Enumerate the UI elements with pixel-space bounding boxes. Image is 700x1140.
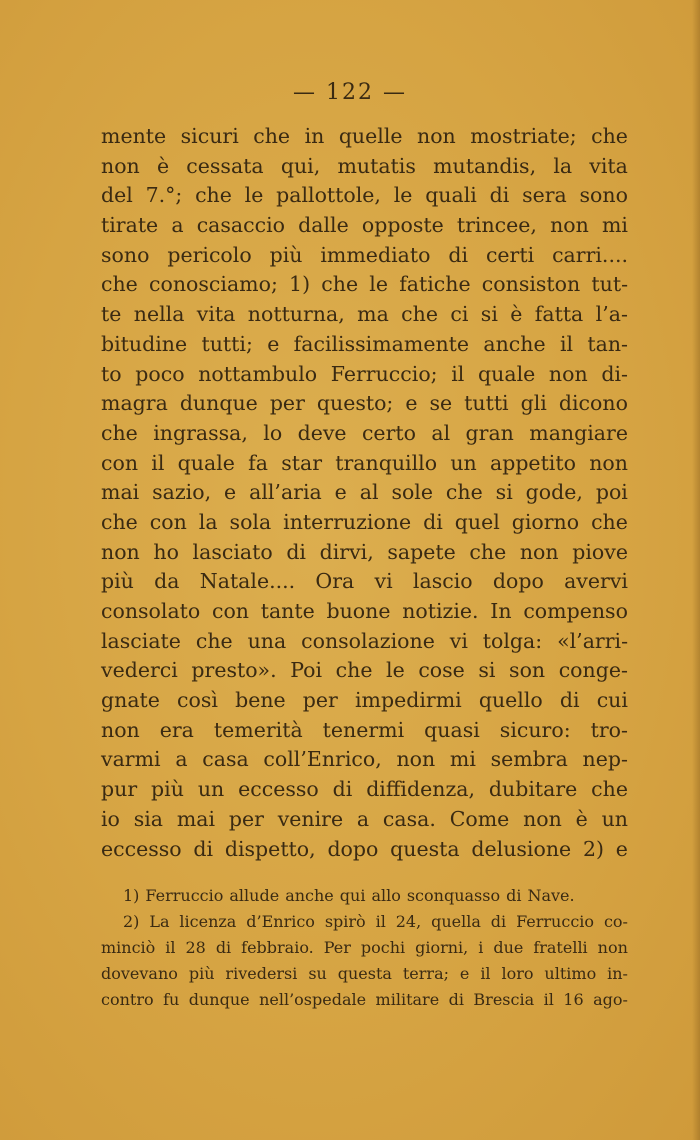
body-line xyxy=(101,656,628,686)
word: loro xyxy=(501,964,534,983)
word: mangiare xyxy=(529,420,628,445)
word: sole xyxy=(391,480,433,505)
word: e xyxy=(459,964,470,983)
word: per xyxy=(302,688,338,713)
word: nottambulo xyxy=(198,361,318,386)
word: vita xyxy=(589,153,628,178)
word: temerità xyxy=(213,717,303,742)
word: con xyxy=(211,599,249,623)
word: e xyxy=(615,836,628,861)
word: con xyxy=(101,450,139,475)
word: e xyxy=(224,480,237,505)
word: Come xyxy=(449,806,510,831)
word: dalle xyxy=(298,213,349,238)
word: te xyxy=(101,302,122,327)
word: conge- xyxy=(558,658,628,683)
word: lascio xyxy=(412,569,473,594)
word: certi xyxy=(485,242,535,267)
body-text xyxy=(101,122,628,864)
word: carri.... xyxy=(552,242,628,267)
word: fu xyxy=(163,990,180,1009)
word: che xyxy=(195,183,232,208)
word: dicono xyxy=(558,391,628,416)
word: Nave. xyxy=(527,886,575,905)
word: sapete xyxy=(387,539,456,564)
word: presto». xyxy=(191,658,277,683)
word: mai xyxy=(176,806,216,831)
word: conosciamo; xyxy=(149,272,278,297)
word: più xyxy=(188,964,215,983)
word: allude xyxy=(229,886,280,905)
body-line xyxy=(101,686,628,716)
word: il xyxy=(451,361,465,386)
word: questo; xyxy=(316,391,394,416)
word: con xyxy=(149,509,187,534)
word: allo xyxy=(371,886,401,905)
body-line xyxy=(101,211,628,241)
word: poi xyxy=(595,480,628,505)
word: si xyxy=(478,658,496,683)
word: il xyxy=(165,938,176,957)
word: le xyxy=(369,272,388,297)
word: dirvi, xyxy=(319,539,374,564)
body-line xyxy=(101,627,628,657)
word: 2) xyxy=(123,912,140,931)
word: dunque xyxy=(179,391,258,416)
word: gli xyxy=(520,391,547,416)
word: tutti; xyxy=(201,331,253,356)
word: in- xyxy=(607,964,628,983)
word: che xyxy=(195,628,233,653)
word: per xyxy=(228,806,264,831)
word: una xyxy=(247,628,287,653)
word: venire xyxy=(277,806,344,831)
word: due xyxy=(493,938,524,957)
word: sicuro: xyxy=(499,717,571,742)
word: Per xyxy=(323,938,351,957)
word: l’a- xyxy=(595,302,628,327)
word: mi xyxy=(449,747,476,772)
word: questa xyxy=(390,836,460,861)
word: il xyxy=(151,450,165,475)
word: 24, xyxy=(395,912,422,931)
word: che xyxy=(101,272,138,297)
word: non xyxy=(101,539,140,564)
word: a xyxy=(175,747,188,772)
word: Natale.... xyxy=(199,569,296,594)
word: tranquillo xyxy=(335,450,438,475)
word: 16 xyxy=(563,990,584,1009)
word: bene xyxy=(235,688,286,713)
word: eccesso xyxy=(238,777,319,802)
body-line xyxy=(101,152,628,182)
word: che xyxy=(101,420,138,445)
word: fa xyxy=(248,450,268,475)
word: minciò xyxy=(101,938,156,957)
word: ho xyxy=(153,539,179,564)
word: fatta xyxy=(534,302,584,327)
word: e xyxy=(267,331,280,356)
body-line xyxy=(101,478,628,508)
word: si xyxy=(480,302,498,327)
word: piove xyxy=(572,539,628,564)
word: Poi xyxy=(290,658,323,683)
page-number: — 122 — xyxy=(293,80,407,105)
word: di xyxy=(286,539,306,564)
word: rivedersi xyxy=(225,964,298,983)
body-line xyxy=(101,389,628,419)
word: giorni, xyxy=(415,938,469,957)
word: vederci xyxy=(101,658,178,683)
word: coll’Enrico, xyxy=(263,747,382,772)
word: qui xyxy=(339,886,366,905)
footnote-line xyxy=(101,987,628,1013)
word: non xyxy=(548,361,588,386)
word: se xyxy=(429,391,453,416)
word: quel xyxy=(454,509,500,534)
word: sconquasso xyxy=(406,886,501,905)
word: era xyxy=(159,717,194,742)
word: pallottole, xyxy=(276,183,381,208)
word: lo xyxy=(263,420,283,445)
word: La xyxy=(149,912,170,931)
word: tirate xyxy=(101,213,159,238)
body-line xyxy=(101,122,628,152)
word: così xyxy=(177,688,218,713)
word: la xyxy=(553,153,573,178)
word: Ora xyxy=(315,569,355,594)
word: quello xyxy=(478,688,543,713)
word: fatiche xyxy=(399,272,471,297)
body-line xyxy=(101,835,628,865)
word: più xyxy=(269,242,303,267)
word: militare xyxy=(375,990,440,1009)
word: spirò xyxy=(324,912,366,931)
word: In xyxy=(490,599,512,623)
word: pericolo xyxy=(167,242,252,267)
word: sono xyxy=(579,183,628,208)
word: notturna, xyxy=(247,302,345,327)
word: che xyxy=(469,539,507,564)
word: 7.°; xyxy=(145,183,183,208)
word: Ferruccio xyxy=(516,912,595,931)
word: più xyxy=(151,777,184,802)
word: tenermi xyxy=(322,717,405,742)
word: dovevano xyxy=(101,964,178,983)
word: immediato xyxy=(320,242,431,267)
word: a xyxy=(356,806,370,831)
body-line xyxy=(101,805,628,835)
word: 1) xyxy=(123,886,140,905)
word: giorno xyxy=(511,509,580,534)
word: nell’ospedale xyxy=(259,990,367,1009)
word: bitudine xyxy=(101,331,188,356)
word: non xyxy=(550,213,589,238)
word: sia xyxy=(133,806,164,831)
word: ingrassa, xyxy=(153,420,248,445)
word: che xyxy=(591,509,628,534)
word: il xyxy=(559,331,574,356)
word: contro xyxy=(101,990,154,1009)
word: quali xyxy=(425,183,477,208)
word: pochi xyxy=(360,938,406,957)
word: casa. xyxy=(382,806,436,831)
word: dopo xyxy=(492,569,544,594)
body-line xyxy=(101,775,628,805)
word: consolazione xyxy=(301,628,435,653)
word: il xyxy=(543,990,554,1009)
word: di xyxy=(193,836,214,861)
word: il xyxy=(375,912,386,931)
word: dispetto, xyxy=(224,836,316,861)
word: sazio, xyxy=(152,480,212,505)
word: interruzione xyxy=(283,509,412,534)
body-line xyxy=(101,745,628,775)
word: consiston xyxy=(481,272,581,297)
word: vita xyxy=(196,302,236,327)
word: le xyxy=(386,658,405,683)
word: 28 xyxy=(185,938,206,957)
footnote-line xyxy=(101,883,628,909)
word: non xyxy=(396,747,436,772)
word: qui, xyxy=(280,153,321,178)
word: di xyxy=(332,777,353,802)
body-line xyxy=(101,181,628,211)
word: pur xyxy=(101,777,138,802)
word: mutandis, xyxy=(433,153,537,178)
word: quale xyxy=(478,361,536,386)
footnote-line xyxy=(101,909,628,935)
body-line xyxy=(101,449,628,479)
word: notizie. xyxy=(402,599,479,623)
word: e xyxy=(334,480,347,505)
body-line xyxy=(101,419,628,449)
word: nep- xyxy=(582,747,628,772)
word: non xyxy=(597,938,628,957)
word: to xyxy=(101,361,122,386)
body-line xyxy=(101,270,628,300)
word: casa xyxy=(202,747,249,772)
footnote-line xyxy=(101,961,628,987)
footnotes xyxy=(101,883,628,1013)
word: le xyxy=(393,183,413,208)
word: casaccio xyxy=(196,213,286,238)
word: buone xyxy=(326,599,391,623)
word: sola xyxy=(229,509,272,534)
word: tro- xyxy=(590,717,628,742)
word: ultimo xyxy=(544,964,597,983)
word: del xyxy=(101,183,133,208)
word: facilissimamente xyxy=(293,331,470,356)
word: questa xyxy=(337,964,392,983)
word: anche xyxy=(483,331,546,356)
word: un xyxy=(450,450,477,475)
word: di xyxy=(506,886,522,905)
word: che xyxy=(253,124,291,148)
word: dunque xyxy=(188,990,250,1009)
word: co- xyxy=(603,912,628,931)
word: delusione xyxy=(471,836,572,861)
word: non xyxy=(519,539,559,564)
word: che xyxy=(335,658,373,683)
word: è xyxy=(575,806,588,831)
word: consolato xyxy=(101,599,201,623)
word: che xyxy=(591,777,628,802)
word: son xyxy=(509,658,546,683)
word: di xyxy=(215,938,232,957)
body-line xyxy=(101,538,628,568)
body-line xyxy=(101,300,628,330)
word: in xyxy=(304,124,325,148)
word: «l’arri- xyxy=(557,628,628,653)
word: non xyxy=(523,806,562,831)
word: poco xyxy=(135,361,185,386)
word: Brescia xyxy=(473,990,535,1009)
word: ci xyxy=(450,302,469,327)
word: varmi xyxy=(101,747,161,772)
word: al xyxy=(359,480,379,505)
word: lasciate xyxy=(101,628,181,653)
word: si xyxy=(495,480,513,505)
word: non xyxy=(101,153,140,178)
word: mente xyxy=(101,124,167,148)
word: gran xyxy=(465,420,514,445)
word: cui xyxy=(596,688,628,713)
word: non xyxy=(417,124,456,148)
word: avervi xyxy=(564,569,628,594)
word: eccesso xyxy=(101,836,182,861)
word: mutatis xyxy=(337,153,416,178)
word: sicuri xyxy=(180,124,239,148)
word: anche xyxy=(285,886,334,905)
word: quasi xyxy=(424,717,480,742)
word: quelle xyxy=(338,124,403,148)
word: vi xyxy=(449,628,468,653)
word: e xyxy=(405,391,418,416)
word: vi xyxy=(374,569,393,594)
word: licenza xyxy=(179,912,237,931)
word: di- xyxy=(601,361,628,386)
body-line xyxy=(101,330,628,360)
word: mai xyxy=(101,480,140,505)
body-line xyxy=(101,508,628,538)
word: è xyxy=(156,153,170,178)
word: di xyxy=(448,242,469,267)
word: deve xyxy=(297,420,347,445)
word: appetito xyxy=(489,450,576,475)
word: opposte xyxy=(361,213,444,238)
word: nella xyxy=(133,302,185,327)
word: i xyxy=(478,938,484,957)
word: mi xyxy=(601,213,628,238)
word: per xyxy=(269,391,305,416)
word: all’aria xyxy=(249,480,322,505)
body-line xyxy=(101,597,628,627)
word: un xyxy=(197,777,225,802)
word: che xyxy=(321,272,359,297)
word: Ferruccio; xyxy=(330,361,438,386)
word: che xyxy=(591,124,628,148)
word: 2) xyxy=(582,836,604,861)
word: sera xyxy=(522,183,567,208)
word: tut- xyxy=(591,272,628,297)
word: gode, xyxy=(525,480,583,505)
word: che xyxy=(401,302,438,327)
word: su xyxy=(308,964,327,983)
footnote-line xyxy=(101,935,628,961)
word: tan- xyxy=(587,331,628,356)
word: di xyxy=(489,183,510,208)
word: il xyxy=(480,964,491,983)
word: febbraio. xyxy=(241,938,314,957)
word: di xyxy=(490,912,507,931)
word: da xyxy=(154,569,180,594)
word: di xyxy=(423,509,443,534)
word: sembra xyxy=(490,747,568,772)
word: trincee, xyxy=(456,213,537,238)
word: ma xyxy=(357,302,389,327)
word: cose xyxy=(418,658,465,683)
word: quale xyxy=(177,450,235,475)
word: di xyxy=(559,688,580,713)
word: terra; xyxy=(402,964,449,983)
word: che xyxy=(101,509,138,534)
word: diffidenza, xyxy=(366,777,475,802)
word: lasciato xyxy=(192,539,273,564)
word: fratelli xyxy=(533,938,588,957)
word: tolga: xyxy=(482,628,543,653)
word: sono xyxy=(101,242,150,267)
word: a xyxy=(171,213,184,238)
word: gnate xyxy=(101,688,160,713)
word: la xyxy=(198,509,218,534)
body-line xyxy=(101,716,628,746)
word: io xyxy=(101,806,120,831)
word: dubitare xyxy=(488,777,578,802)
word: compenso xyxy=(523,599,628,623)
word: non xyxy=(589,450,628,475)
word: impedirmi xyxy=(354,688,462,713)
word: di xyxy=(448,990,464,1009)
word: certo xyxy=(361,420,416,445)
word: Ferruccio xyxy=(145,886,224,905)
word: un xyxy=(601,806,628,831)
word: che xyxy=(445,480,483,505)
page-edge xyxy=(692,0,700,1140)
word: mostriate; xyxy=(470,124,577,148)
word: tante xyxy=(260,599,315,623)
word: star xyxy=(281,450,322,475)
word: quella xyxy=(431,912,481,931)
word: 1) xyxy=(289,272,311,297)
word: tutti xyxy=(464,391,509,416)
word: d’Enrico xyxy=(246,912,315,931)
word: magra xyxy=(101,391,168,416)
word: non xyxy=(101,717,140,742)
body-line xyxy=(101,241,628,271)
word: al xyxy=(431,420,451,445)
word: cessata xyxy=(186,153,264,178)
word: le xyxy=(244,183,264,208)
body-line xyxy=(101,360,628,390)
word: dopo xyxy=(327,836,379,861)
word: più xyxy=(101,569,134,594)
word: è xyxy=(510,302,523,327)
word: ago- xyxy=(593,990,628,1009)
body-line xyxy=(101,567,628,597)
